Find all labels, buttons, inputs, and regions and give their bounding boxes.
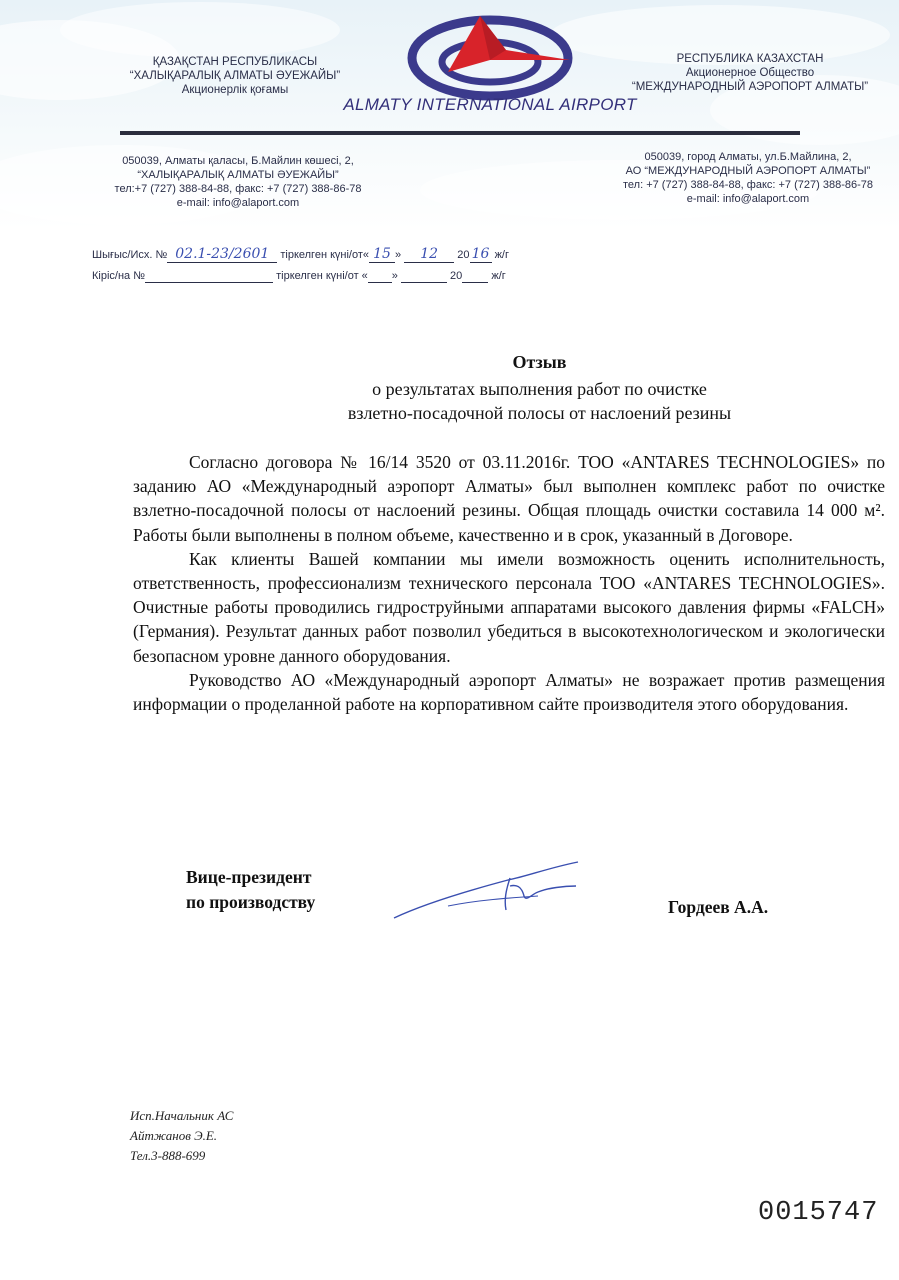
header-kazakh-line1: ҚАЗАҚСТАН РЕСПУБЛИКАСЫ: [152, 56, 318, 68]
address-kazakh: [88, 154, 388, 210]
outgoing-registration: [92, 246, 509, 263]
address-russian: [598, 150, 898, 206]
letter-body: [133, 450, 885, 716]
address-kazakh-line2: “ХАЛЫҚАРАЛЫҚ АЛМАТЫ ӘУЕЖАЙЫ”: [137, 169, 339, 181]
incoming-label: Кіріс/на №: [92, 270, 146, 282]
paragraph-1: Согласно договора № 16/14 3520 от 03.11.2016г. ТОО «ANTARES TECHNOLOGIES» по заданию АО «Международный аэропорт Алматы» был выполнен комплекс работ по очистке взлетно-посадочной полосы от наслоений резины. Общая площадь очистки составила 14 000 м². Работы были выполнены в полном объеме, качественно и в срок, указанный в Договоре.: [133, 452, 885, 545]
incoming-registration: [92, 270, 506, 283]
document-subtitle-line2: взлетно-посадочной полосы от наслоений резины: [347, 403, 732, 423]
address-kazakh-email: e-mail: info@alaport.com: [176, 197, 300, 209]
quote-close-2: »: [391, 270, 398, 282]
address-kazakh-phone: тел:+7 (727) 388-84-88, факс: +7 (727) 388-86-78: [114, 183, 362, 195]
executor-info: [130, 1106, 233, 1166]
executor-name: Айтжанов Э.Е.: [130, 1128, 218, 1143]
registered-day: 15: [373, 246, 391, 262]
header-russian-line2: Акционерное Общество: [685, 67, 815, 79]
handwritten-signature: [388, 850, 588, 930]
year-prefix-2: 20: [450, 270, 463, 282]
header-kazakh-line3: Акционерлік қоғамы: [181, 84, 289, 96]
address-russian-email: e-mail: info@alaport.com: [686, 193, 810, 205]
executor-position: Исп.Начальник АС: [130, 1108, 234, 1123]
year-prefix: 20: [457, 249, 470, 261]
header-russian: [600, 52, 899, 94]
registered-label-2: тіркелген күні/от «: [276, 270, 368, 282]
address-kazakh-line1: 050039, Алматы қаласы, Б.Майлин көшесі, 2,: [122, 155, 354, 167]
outgoing-label: Шығыс/Исх. №: [92, 249, 168, 261]
address-russian-line2: АО “МЕЖДУНАРОДНЫЙ АЭРОПОРТ АЛМАТЫ”: [625, 165, 871, 177]
registered-label: тіркелген күні/от«: [280, 249, 369, 261]
header-kazakh-line2: “ХАЛЫҚАРАЛЫҚ АЛМАТЫ ӘУЕЖАЙЫ”: [129, 70, 341, 82]
paragraph-3: Руководство АО «Международный аэропорт Алматы» не возражает против размещения информации о проделанной работе на корпоративном сайте производителя этого оборудования.: [133, 669, 885, 715]
signatory-position-line2: по производству: [186, 892, 316, 912]
logo-text: ALMATY INTERNATIONAL AIRPORT: [343, 95, 637, 114]
executor-phone: Тел.3-888-699: [130, 1148, 206, 1163]
quote-close: »: [395, 249, 402, 261]
registered-year: 16: [471, 246, 490, 262]
header-russian-line3: “МЕЖДУНАРОДНЫЙ АЭРОПОРТ АЛМАТЫ”: [631, 81, 869, 93]
year-suffix: ж/г: [494, 249, 509, 261]
outgoing-number: 02.1-23/2601: [175, 246, 270, 262]
header-divider: [120, 131, 800, 135]
address-russian-line1: 050039, город Алматы, ул.Б.Майлина, 2,: [644, 151, 852, 163]
signatory-name: Гордеев А.А.: [668, 897, 769, 917]
signatory-position: [186, 865, 315, 915]
signatory-position-line1: Вице-президент: [186, 867, 312, 887]
document-title: Отзыв: [512, 352, 567, 372]
header-russian-line1: РЕСПУБЛИКА КАЗАХСТАН: [676, 53, 824, 65]
year-suffix-2: ж/г: [491, 270, 506, 282]
serial-number: 0015747: [758, 1198, 879, 1228]
document-subtitle-line1: о результатах выполнения работ по очистке: [372, 379, 707, 399]
paragraph-2: Как клиенты Вашей компании мы имели возможность оценить исполнительность, ответственность, профессионализм технического персонала ТОО «ANTARES TECHNOLOGIES». Очистные работы проводились гидроструйными аппаратами высокого давления фирмы «FALCH» (Германия). Результат данных работ позволил убедиться в высокотехнологическом и экологически безопасном уровне данного оборудования.: [133, 548, 885, 666]
registered-month: 12: [420, 246, 439, 262]
address-russian-phone: тел: +7 (727) 388-84-88, факс: +7 (727) 388-86-78: [623, 179, 873, 191]
